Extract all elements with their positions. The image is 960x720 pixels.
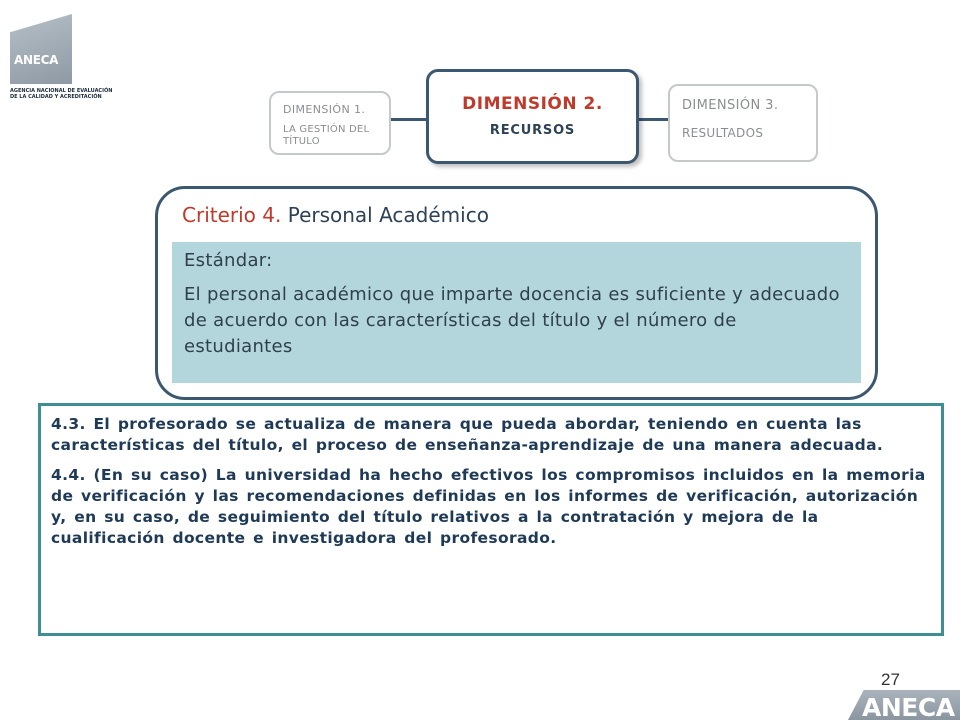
estandar-label: Estándar: xyxy=(184,250,273,271)
aneca-logo-subtitle: AGENCIA NACIONAL DE EVALUACIÓN DE LA CALIDAD Y ACREDITACIÓN xyxy=(10,88,113,100)
page-number: 27 xyxy=(881,670,900,689)
estandar-text: El personal académico que imparte docencia es suficiente y adecuado de acuerdo con las características del título y el número de estudiantes xyxy=(184,284,840,357)
dimension-1-subtitle: LA GESTIÓN DEL TÍTULO xyxy=(283,124,370,147)
directriz-4-3: 4.3. El profesorado se actualiza de manera que pueda abordar, teniendo en cuenta las características del título, el proceso de enseñanza-aprendizaje de una manera adecuada. xyxy=(51,415,884,454)
estandar-box xyxy=(172,242,861,383)
dimension-1-title: DIMENSIÓN 1. xyxy=(283,103,366,116)
criterio-label: Criterio xyxy=(182,203,256,227)
dimension-2-title: DIMENSIÓN 2. xyxy=(462,94,603,114)
criterio-title xyxy=(182,203,489,227)
criterio-panel xyxy=(155,186,878,400)
directriz-4-4: 4.4. (En su caso) La universidad ha hecho efectivos los compromisos incluidos en la memoria de verificación y las recomendaciones definidas en los informes de verificación, autorización y, en su caso, de seguimiento del título relativos a la contratación y mejora de la cualificación docente e investigadora del profesorado. xyxy=(51,466,926,547)
dimension-3-subtitle: RESULTADOS xyxy=(682,126,764,140)
criterio-number: 4. xyxy=(262,203,282,227)
dimension-3-box xyxy=(668,84,818,162)
aneca-logo-text: ANECA xyxy=(14,53,59,67)
dimension-1-box xyxy=(269,91,391,155)
connector-line-left xyxy=(391,118,427,121)
dimension-2-box xyxy=(426,69,639,164)
footer-logo-text: ANECA xyxy=(862,693,955,720)
connector-line-right xyxy=(639,118,669,121)
criterio-name: Personal Académico xyxy=(287,203,489,227)
aneca-logo-shape xyxy=(10,14,72,84)
directrices-box xyxy=(38,403,944,636)
dimension-3-title: DIMENSIÓN 3. xyxy=(682,98,779,113)
dimension-2-subtitle: RECURSOS xyxy=(489,123,576,138)
